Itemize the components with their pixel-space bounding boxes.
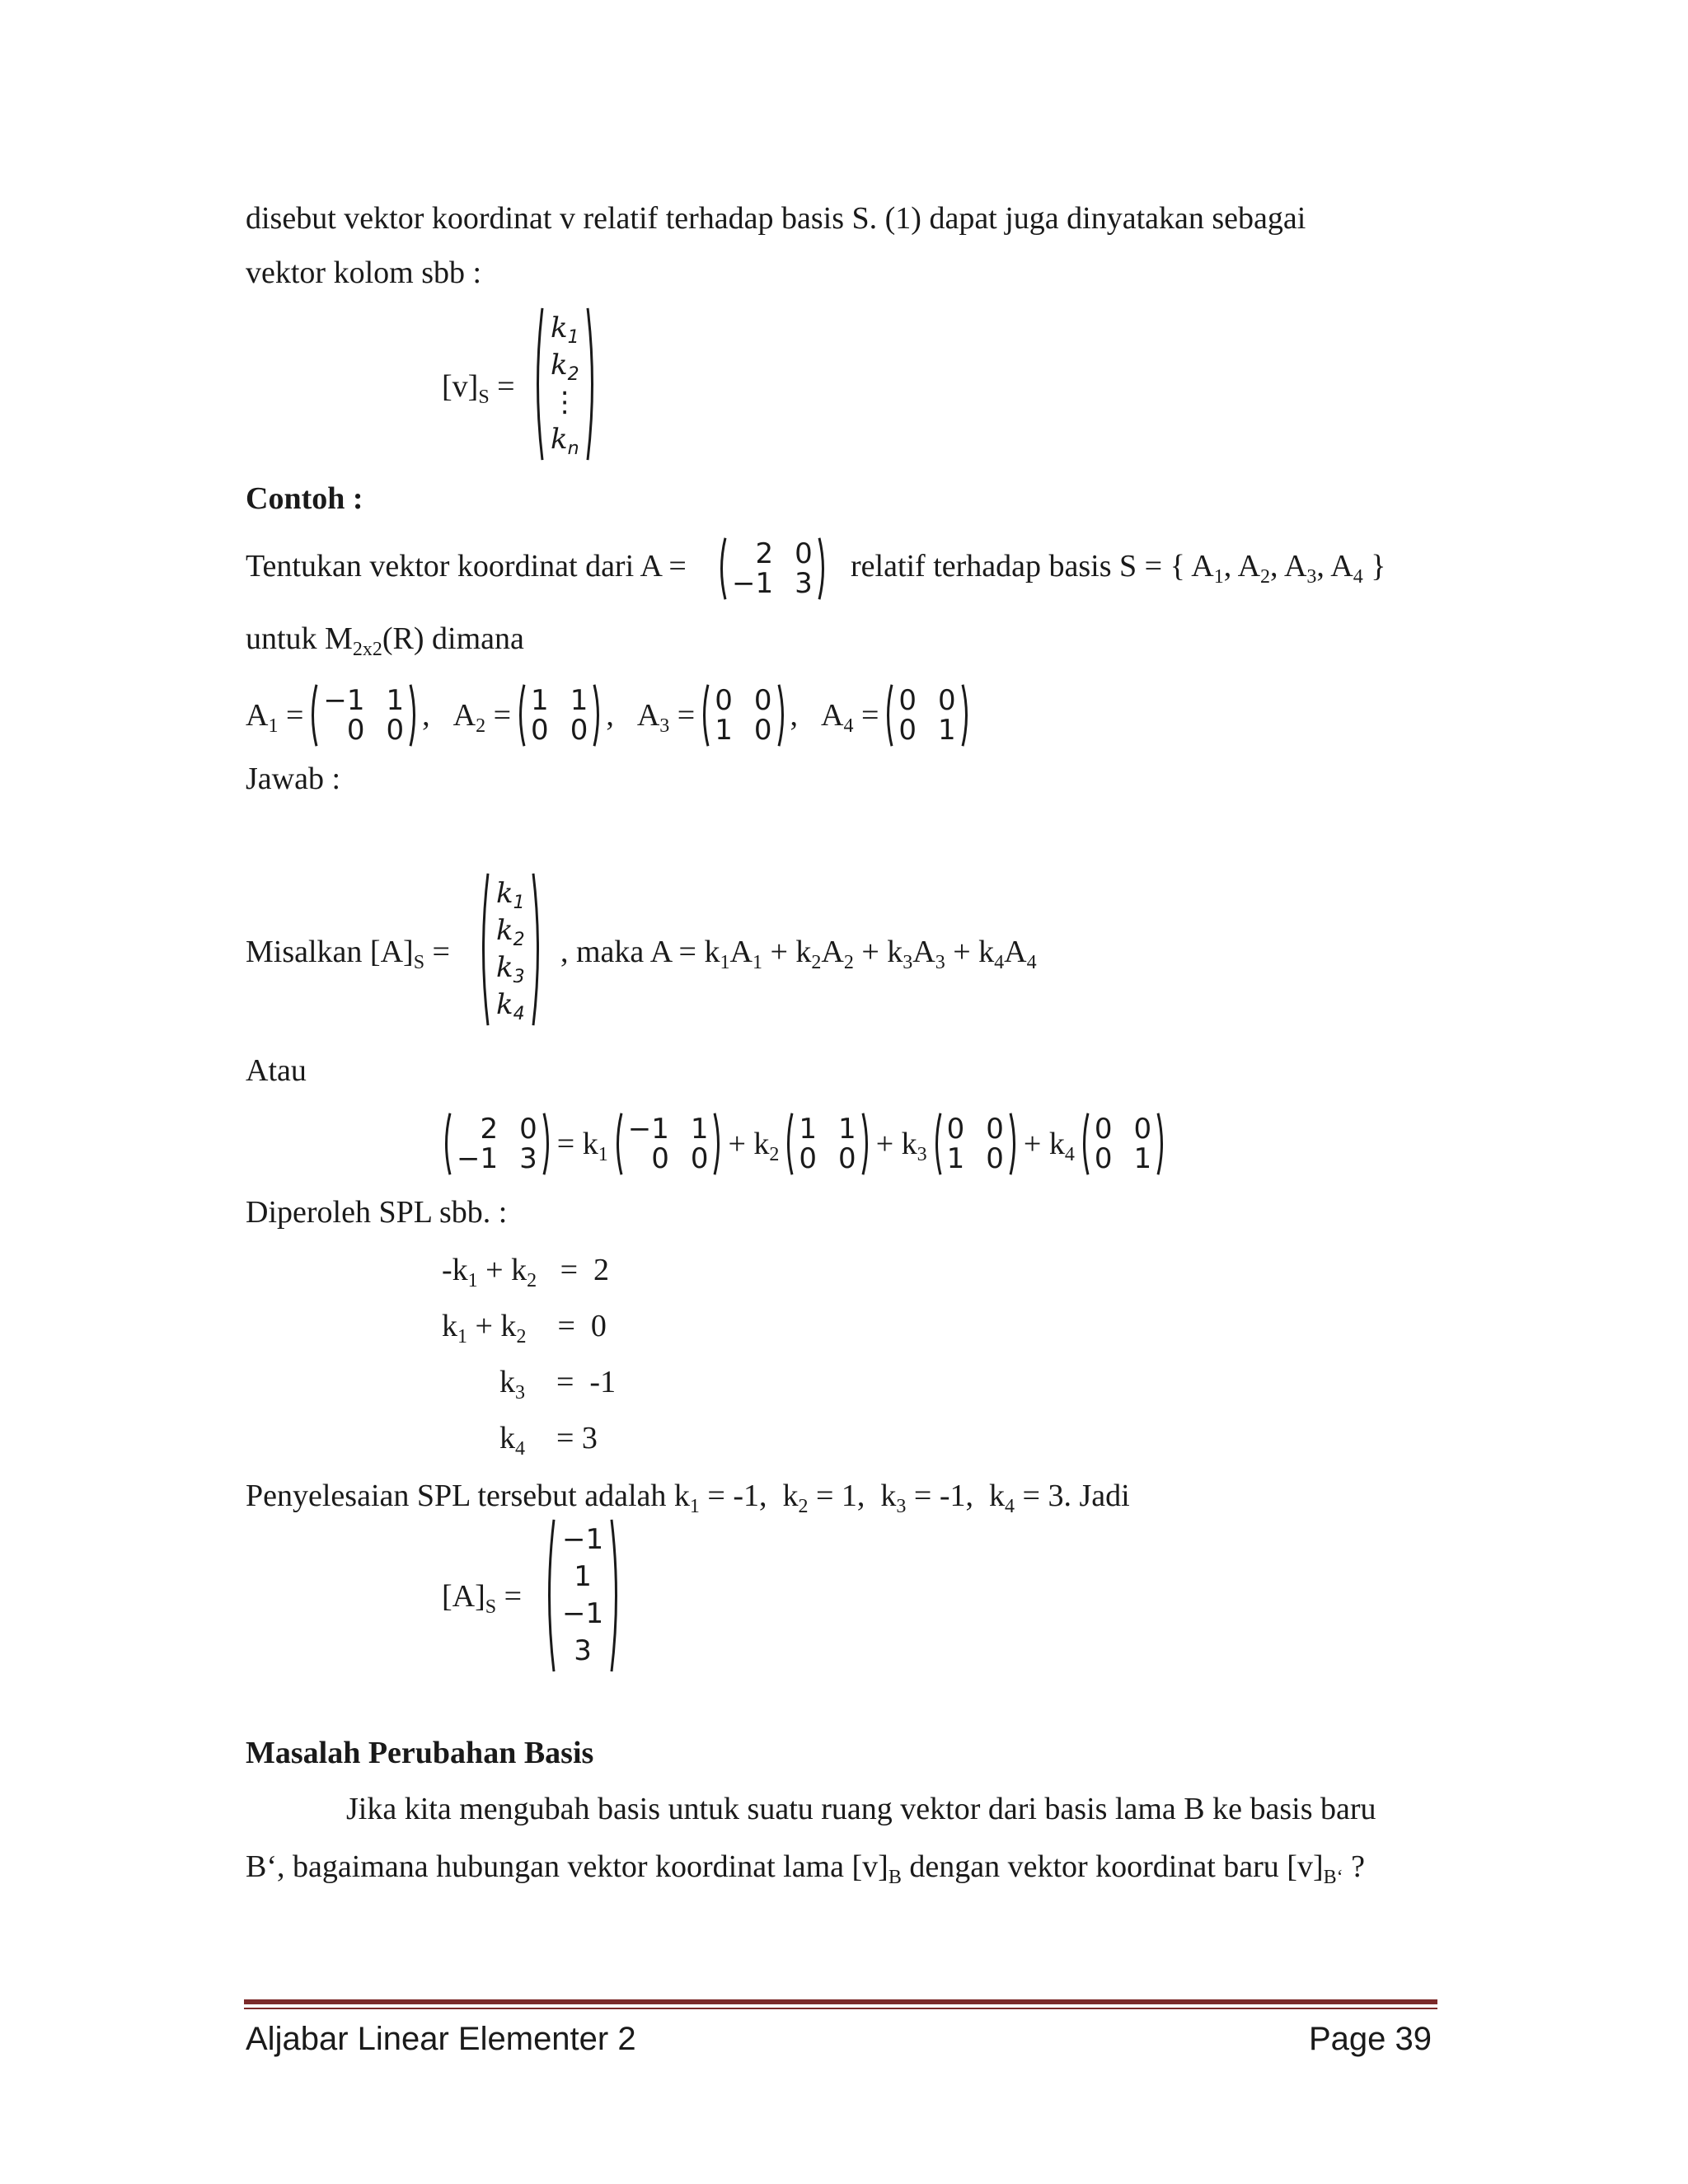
basis-matrix-a3-cell: 1	[715, 714, 733, 747]
basis-matrix-a2-cell: 0	[570, 714, 588, 747]
combo-matrix-a1-cell: 1	[690, 1113, 709, 1146]
vector-v-column	[532, 307, 598, 462]
solution-vector-entry: 3	[574, 1634, 592, 1667]
vector-k-entry: $k_3$	[496, 951, 525, 987]
combo-matrix-a3-cell: 0	[986, 1142, 1004, 1175]
solution-vector	[544, 1518, 621, 1673]
combo-matrix-a2-cell: 1	[799, 1113, 818, 1146]
untuk-text: untuk $M_{2x2}(R)$ dimana	[246, 621, 524, 660]
matrix-A-cell: 3	[795, 567, 813, 600]
footer-rule-thick	[244, 1999, 1437, 2004]
atau-label: Atau	[246, 1053, 307, 1088]
combo-matrix-a2-cell: 0	[838, 1142, 856, 1175]
combo-coefficient: + $k_4$	[1023, 1127, 1075, 1165]
combo-matrix-a1	[613, 1113, 724, 1175]
vector-k-entry: $k_1$	[496, 877, 525, 913]
basis-matrix-a4-cell: 0	[938, 684, 956, 717]
combo-matrix-a3-cell: 0	[946, 1113, 965, 1146]
combo-matrix-a4-cell: 0	[1094, 1113, 1113, 1146]
matrix-A-cell: −1	[732, 567, 774, 600]
contoh-heading: Contoh :	[246, 481, 363, 516]
basis-matrix-a3-cell: 0	[753, 714, 772, 747]
basis-label: $A_1$ =	[246, 698, 304, 737]
section-heading: Masalah Perubahan Basis	[246, 1736, 594, 1770]
basis-matrix-a2	[516, 684, 603, 747]
basis-matrix-a4-cell: 0	[898, 714, 917, 747]
basis-matrix-a2-cell: 1	[531, 684, 549, 717]
combo-matrix-a3-cell: 0	[986, 1113, 1004, 1146]
vector-k-column	[478, 872, 543, 1027]
combo-matrix-a1-cell: 0	[690, 1142, 709, 1175]
vector-v-entry: ⋮	[551, 386, 579, 419]
combo-matrix-a4-cell: 0	[1094, 1142, 1113, 1175]
combo-matrix-A-cell: 0	[519, 1113, 537, 1146]
paragraph-2-line-2: B‘, bagaimana hubungan vektor koordinat lama $[v]_B$ dengan vektor koordinat baru $[v]_{B‘}$ ?	[246, 1849, 1365, 1888]
diperoleh-label: Diperoleh SPL sbb. :	[246, 1195, 508, 1230]
combo-matrix-a4	[1080, 1113, 1166, 1175]
penyelesaian-text: Penyelesaian SPL tersebut adalah $k_1 = -1$, $k_2 = 1$, $k_3 = -1$, $k_4 = 3$. Jadi	[246, 1479, 1130, 1517]
basis-matrix-a4	[884, 684, 970, 747]
vector-k-entry: $k_2$	[496, 914, 525, 950]
vector-v-entry: $k_n$	[551, 423, 579, 459]
combo-matrix-a3	[932, 1113, 1019, 1175]
basis-matrix-a1-cell: −1	[323, 684, 365, 717]
as-label: $[A]_S$ =	[442, 1579, 523, 1618]
spl-line-2: $k_1 + k_2$ = 0	[442, 1309, 607, 1347]
misalkan-label: Misalkan $[A]_S$ =	[246, 935, 450, 973]
basis-matrix-a3	[700, 684, 786, 747]
comma: ,	[790, 698, 798, 733]
footer-page-number: Page 39	[1309, 2021, 1432, 2057]
spl-line-4: $k_4$ = 3	[499, 1421, 598, 1460]
vector-v-entry: $k_1$	[551, 312, 579, 348]
paragraph-line-1: disebut vektor koordinat v relatif terhadap basis S. (1) dapat juga dinyatakan sebagai	[246, 201, 1306, 236]
linear-combination-equation	[442, 1113, 1166, 1175]
footer-title: Aljabar Linear Elementer 2	[246, 2021, 636, 2057]
combo-coefficient: + $k_2$	[728, 1127, 780, 1165]
matrix-A-cell: 0	[795, 537, 813, 570]
vs-label: $[v]_S$ =	[442, 369, 515, 408]
combo-matrix-A-cell: 3	[519, 1142, 537, 1175]
solution-vector-entry: 1	[574, 1560, 592, 1593]
basis-matrix-a4-cell: 1	[938, 714, 956, 747]
maka-equation: , maka $A = k_1A_1 + k_2A_2 + k_3A_3 + k_4A_4$	[560, 935, 1037, 973]
combo-matrix-a3-cell: 1	[946, 1142, 965, 1175]
basis-matrix-a4-cell: 0	[898, 684, 917, 717]
basis-matrix-a1	[308, 684, 419, 747]
relatif-text: relatif terhadap basis S = { $A_1$, $A_2$, $A_3$, $A_4$ }	[851, 549, 1386, 588]
comma: ,	[422, 698, 430, 733]
combo-matrix-a2-cell: 0	[799, 1142, 818, 1175]
basis-matrix-a1-cell: 0	[386, 714, 405, 747]
comma: ,	[606, 698, 614, 733]
combo-matrix-A	[442, 1113, 552, 1175]
spl-line-3: $k_3$ = -1	[499, 1365, 617, 1404]
jawab-label: Jawab :	[246, 762, 341, 796]
tentukan-text: Tentukan vektor koordinat dari A =	[246, 549, 687, 583]
basis-matrix-a3-cell: 0	[715, 684, 733, 717]
spl-line-1: $-k_1 + k_2 = 2$	[442, 1253, 610, 1291]
combo-matrix-a2	[784, 1113, 870, 1175]
basis-label: $A_4$ =	[821, 698, 879, 737]
basis-label: $A_3$ =	[636, 698, 696, 737]
basis-matrix-a2-cell: 0	[531, 714, 549, 747]
basis-matrices	[246, 684, 971, 747]
solution-vector-entry: −1	[562, 1597, 604, 1630]
basis-matrix-a1-cell: 0	[346, 714, 365, 747]
combo-matrix-a1-cell: −1	[627, 1113, 669, 1146]
combo-matrix-a1-cell: 0	[651, 1142, 669, 1175]
matrix-A	[717, 537, 828, 600]
vector-k-entry: $k_4$	[496, 988, 525, 1024]
combo-coefficient: = $k_1$	[556, 1127, 608, 1165]
solution-vector-entry: −1	[562, 1523, 604, 1556]
combo-matrix-a4-cell: 1	[1133, 1142, 1152, 1175]
basis-matrix-a3-cell: 0	[753, 684, 772, 717]
basis-matrix-a2-cell: 1	[570, 684, 588, 717]
combo-matrix-a4-cell: 0	[1133, 1113, 1152, 1146]
combo-coefficient: + $k_3$	[875, 1127, 927, 1165]
combo-matrix-a2-cell: 1	[838, 1113, 856, 1146]
basis-matrix-a1-cell: 1	[386, 684, 405, 717]
basis-label: $A_2$ =	[452, 698, 512, 737]
paragraph-line-2: vektor kolom sbb :	[246, 255, 482, 290]
combo-matrix-A-cell: 2	[480, 1113, 499, 1146]
vector-v-entry: $k_2$	[551, 349, 579, 385]
paragraph-2-line-1: Jika kita mengubah basis untuk suatu ruang vektor dari basis lama B ke basis baru	[346, 1792, 1376, 1826]
combo-matrix-A-cell: −1	[457, 1142, 499, 1175]
matrix-A-cell: 2	[755, 537, 774, 570]
footer-rule-thin	[244, 2008, 1437, 2009]
